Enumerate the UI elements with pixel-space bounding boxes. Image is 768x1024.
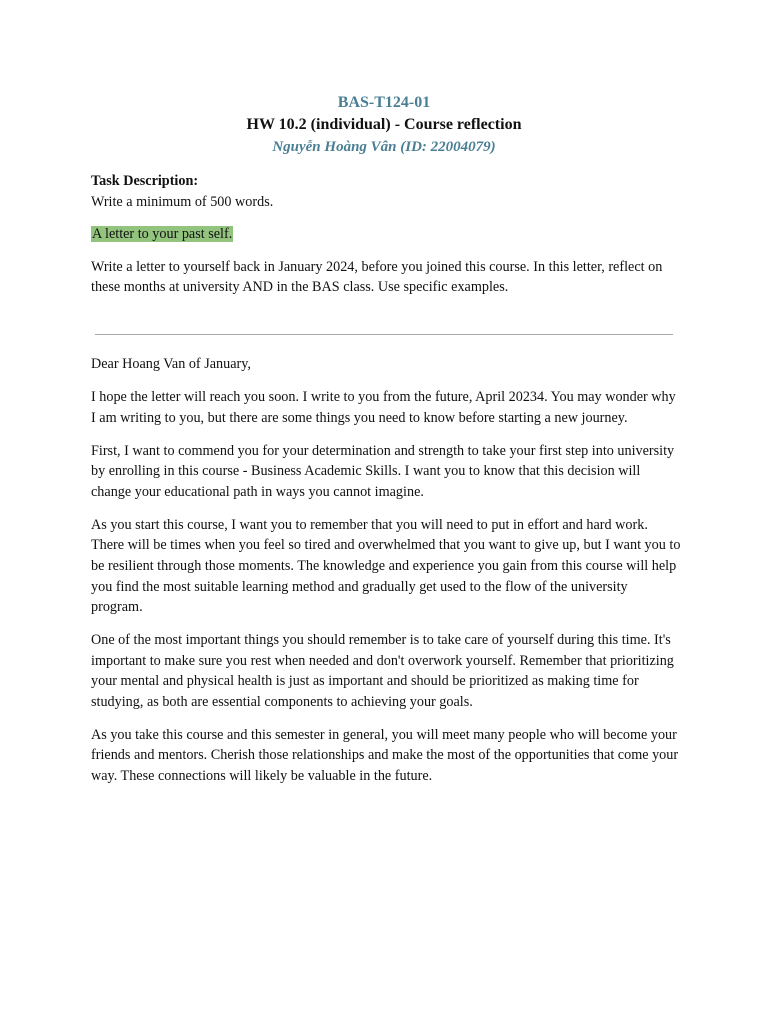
- letter-body: [91, 354, 681, 799]
- letter-paragraph: I hope the letter will reach you soon. I write to you from the future, April 20234. You may wonder why I am writing to you, but there are some things you need to know before starting a new journey.: [91, 388, 676, 426]
- letter-greeting: Dear Hoang Van of January,: [91, 356, 251, 372]
- task-prompt: Write a letter to yourself back in January 2024, before you joined this course. In this letter, reflect on these months at university AND in the BAS class. Use specific examples.: [91, 258, 663, 296]
- author-line: Nguyễn Hoàng Vân (ID: 22004079): [272, 139, 496, 155]
- letter-paragraph: As you start this course, I want you to remember that you will need to put in effort and hard work. There will be times when you feel so tired and overwhelmed that you want to give up, but I want you to be resilient through those moments. The knowledge and experience you gain from this course will help you find the most suitable learning method and gradually get used to the flow of the university program.: [91, 516, 681, 616]
- letter-paragraph: First, I want to commend you for your determination and strength to take your first step into university by enrolling in this course - Business Academic Skills. I want you to know that this decision will change your educational path in ways you cannot imagine.: [91, 442, 675, 500]
- assignment-title: HW 10.2 (individual) - Course reflection: [246, 116, 522, 133]
- section-divider: [95, 334, 673, 335]
- document-header: [0, 92, 768, 158]
- task-highlight: A letter to your past self.: [92, 226, 233, 243]
- task-section: [91, 171, 681, 298]
- letter-paragraph: As you take this course and this semester in general, you will meet many people who will become your friends and mentors. Cherish those relationships and make the most of the opportunities that come your way. These connections will likely be valuable in the future.: [91, 726, 679, 785]
- task-description-label: Task Description:: [91, 173, 199, 189]
- task-highlight-line: [91, 224, 681, 245]
- course-code: BAS-T124-01: [337, 94, 431, 111]
- task-requirement: Write a minimum of 500 words.: [91, 193, 274, 210]
- letter-paragraph: One of the most important things you should remember is to take care of yourself during this time. It's important to make sure you rest when needed and don't overwork yourself. Remember that prioritizing your mental and physical health is just as important and should be prioritized as making time for studying, as both are essential components to achieving your goals.: [91, 632, 674, 710]
